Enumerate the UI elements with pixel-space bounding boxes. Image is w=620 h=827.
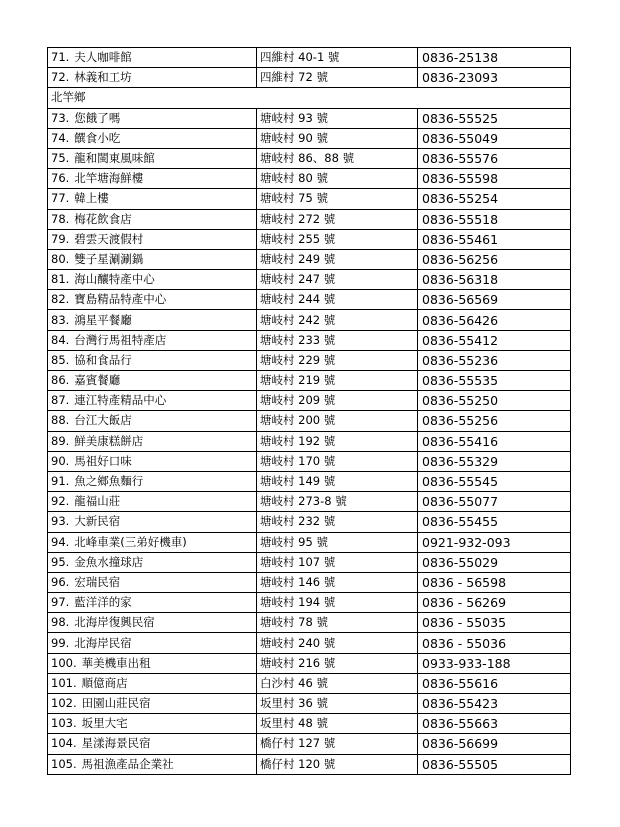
table-row [48,148,571,168]
shop-name-cell [48,471,257,491]
phone-cell: 0836-55029 [418,552,571,572]
address-cell: 塘岐村 78 號 [257,613,418,633]
table-row [48,128,571,148]
row-number: 82. [51,292,70,307]
shop-name-cell [48,714,257,734]
directory-table-body [48,48,571,775]
phone-cell: 0836-55616 [418,673,571,693]
address-cell: 塘岐村 219 號 [257,371,418,391]
row-number: 77. [51,191,70,206]
shop-name: 華美機車出租 [81,655,151,670]
table-row [48,633,571,653]
address-cell: 塘岐村 170 號 [257,451,418,471]
shop-name: 連江特產精品中心 [74,393,167,408]
row-number: 103. [51,716,77,731]
row-number: 71. [51,50,70,65]
phone-cell: 0836-55518 [418,209,571,229]
shop-name: 台江大飯店 [74,413,132,428]
row-number: 76. [51,171,70,186]
shop-name-cell [48,673,257,693]
phone-cell: 0836 - 56598 [418,572,571,592]
table-row [48,431,571,451]
address-cell: 塘岐村 249 號 [257,249,418,269]
row-number: 81. [51,272,70,287]
table-row [48,249,571,269]
address-cell: 坂里村 48 號 [257,714,418,734]
address-cell: 白沙村 46 號 [257,673,418,693]
table-row [48,451,571,471]
shop-name: 龍和閩東風味館 [74,151,155,166]
table-row [48,512,571,532]
address-cell: 塘岐村 86、88 號 [257,148,418,168]
phone-cell: 0836 - 55036 [418,633,571,653]
shop-name: 夫人咖啡館 [74,50,132,65]
row-number: 100. [51,655,77,670]
phone-cell: 0836-55461 [418,229,571,249]
shop-name: 嘉賓餐廳 [74,373,121,388]
row-number: 105. [51,756,77,771]
row-number: 101. [51,675,77,690]
shop-name-cell [48,411,257,431]
row-number: 72. [51,70,70,85]
shop-name: 順億商店 [81,675,128,690]
shop-name: 饌食小吃 [74,130,121,145]
table-row [48,68,571,88]
address-cell: 塘岐村 229 號 [257,350,418,370]
address-cell: 塘岐村 146 號 [257,572,418,592]
shop-name-cell [48,734,257,754]
shop-name-cell [48,290,257,310]
row-number: 92. [51,494,70,509]
shop-name-cell [48,391,257,411]
shop-name-cell [48,189,257,209]
table-row [48,572,571,592]
shop-name-cell [48,48,257,68]
shop-name: 金魚水撞球店 [74,554,144,569]
table-row [48,189,571,209]
shop-name: 北竿塘海鮮樓 [74,171,144,186]
phone-cell: 0836-56426 [418,310,571,330]
row-number: 88. [51,413,70,428]
section-header: 北竿鄉 [48,88,571,108]
shop-name: 龍福山莊 [74,494,121,509]
phone-cell: 0836-55412 [418,330,571,350]
row-number: 91. [51,474,70,489]
shop-name-cell [48,128,257,148]
directory-table [47,47,571,775]
address-cell: 塘岐村 255 號 [257,229,418,249]
row-number: 79. [51,231,70,246]
shop-name: 坂里大宅 [81,716,128,731]
table-row [48,492,571,512]
shop-name-cell [48,552,257,572]
shop-name-cell [48,451,257,471]
row-number: 73. [51,110,70,125]
phone-cell: 0836-55598 [418,169,571,189]
row-number: 90. [51,453,70,468]
address-cell: 坂里村 36 號 [257,694,418,714]
shop-name-cell [48,310,257,330]
shop-name: 林義和工坊 [74,70,132,85]
shop-name: 碧雲天渡假村 [74,231,144,246]
row-number: 98. [51,615,70,630]
shop-name: 梅花飲食店 [74,211,132,226]
shop-name-cell [48,431,257,451]
address-cell: 塘岐村 107 號 [257,552,418,572]
address-cell: 塘岐村 272 號 [257,209,418,229]
address-cell: 塘岐村 244 號 [257,290,418,310]
phone-cell: 0921-932-093 [418,532,571,552]
table-row [48,209,571,229]
phone-cell: 0836-56699 [418,734,571,754]
row-number: 94. [51,534,70,549]
phone-cell: 0836-55049 [418,128,571,148]
shop-name-cell [48,68,257,88]
shop-name-cell [48,249,257,269]
phone-cell: 0836-23093 [418,68,571,88]
phone-cell: 0836-25138 [418,48,571,68]
shop-name: 協和食品行 [74,352,132,367]
address-cell: 塘岐村 233 號 [257,330,418,350]
table-row [48,330,571,350]
table-row [48,391,571,411]
address-cell: 塘岐村 90 號 [257,128,418,148]
shop-name-cell [48,633,257,653]
phone-cell: 0836-55576 [418,148,571,168]
shop-name-cell [48,209,257,229]
address-cell: 塘岐村 242 號 [257,310,418,330]
shop-name-cell [48,371,257,391]
table-row [48,471,571,491]
table-row [48,552,571,572]
address-cell: 四維村 72 號 [257,68,418,88]
table-row [48,694,571,714]
shop-name-cell [48,330,257,350]
table-row [48,270,571,290]
table-row [48,734,571,754]
row-number: 97. [51,595,70,610]
shop-name: 大新民宿 [74,514,121,529]
table-row [48,673,571,693]
phone-cell: 0836-56318 [418,270,571,290]
phone-cell: 0836-56569 [418,290,571,310]
table-row [48,310,571,330]
phone-cell: 0836-55423 [418,694,571,714]
table-row [48,229,571,249]
address-cell: 塘岐村 216 號 [257,653,418,673]
table-row [48,714,571,734]
shop-name: 北峰車業(三弟好機車) [74,534,187,549]
address-cell: 塘岐村 273-8 號 [257,492,418,512]
row-number: 84. [51,332,70,347]
shop-name-cell [48,532,257,552]
address-cell: 塘岐村 194 號 [257,593,418,613]
shop-name: 鴻星平餐廳 [74,312,132,327]
address-cell: 塘岐村 232 號 [257,512,418,532]
phone-cell: 0836-55535 [418,371,571,391]
address-cell: 四維村 40-1 號 [257,48,418,68]
row-number: 93. [51,514,70,529]
row-number: 89. [51,433,70,448]
phone-cell: 0836-56256 [418,249,571,269]
address-cell: 塘岐村 200 號 [257,411,418,431]
address-cell: 塘岐村 240 號 [257,633,418,653]
shop-name: 藍洋洋的家 [74,595,132,610]
phone-cell: 0933-933-188 [418,653,571,673]
shop-name: 北海岸民宿 [74,635,132,650]
address-cell: 橋仔村 127 號 [257,734,418,754]
row-number: 78. [51,211,70,226]
shop-name: 鮮美康糕餅店 [74,433,144,448]
row-number: 86. [51,373,70,388]
shop-name: 您餓了嗎 [74,110,121,125]
shop-name: 北海岸復興民宿 [74,615,155,630]
shop-name-cell [48,572,257,592]
shop-name-cell [48,270,257,290]
shop-name-cell [48,613,257,633]
phone-cell: 0836-55254 [418,189,571,209]
phone-cell: 0836-55525 [418,108,571,128]
shop-name: 星漾海景民宿 [81,736,151,751]
shop-name-cell [48,593,257,613]
shop-name-cell [48,169,257,189]
address-cell: 塘岐村 80 號 [257,169,418,189]
shop-name-cell [48,754,257,774]
phone-cell: 0836-55416 [418,431,571,451]
table-row [48,613,571,633]
address-cell: 塘岐村 247 號 [257,270,418,290]
table-row [48,532,571,552]
table-row [48,411,571,431]
row-number: 75. [51,151,70,166]
shop-name-cell [48,653,257,673]
shop-name: 海山釀特產中心 [74,272,155,287]
address-cell: 橋仔村 120 號 [257,754,418,774]
shop-name: 宏瑞民宿 [74,574,121,589]
address-cell: 塘岐村 93 號 [257,108,418,128]
phone-cell: 0836-55250 [418,391,571,411]
shop-name: 田園山莊民宿 [81,696,151,711]
row-number: 96. [51,574,70,589]
phone-cell: 0836-55505 [418,754,571,774]
table-row [48,290,571,310]
table-row [48,371,571,391]
table-row [48,350,571,370]
row-number: 102. [51,696,77,711]
table-row [48,593,571,613]
phone-cell: 0836-55329 [418,451,571,471]
shop-name-cell [48,148,257,168]
shop-name-cell [48,694,257,714]
row-number: 85. [51,352,70,367]
phone-cell: 0836-55256 [418,411,571,431]
row-number: 80. [51,251,70,266]
shop-name: 台灣行馬祖特產店 [74,332,167,347]
address-cell: 塘岐村 75 號 [257,189,418,209]
shop-name: 雙子星涮涮鍋 [74,251,144,266]
row-number: 87. [51,393,70,408]
phone-cell: 0836 - 55035 [418,613,571,633]
table-row [48,169,571,189]
shop-name-cell [48,108,257,128]
section-header-row [48,88,571,108]
address-cell: 塘岐村 209 號 [257,391,418,411]
shop-name: 韓上樓 [74,191,109,206]
shop-name: 馬祖漁產品企業社 [81,756,174,771]
shop-name: 馬祖好口味 [74,453,132,468]
phone-cell: 0836-55455 [418,512,571,532]
phone-cell: 0836-55077 [418,492,571,512]
address-cell: 塘岐村 95 號 [257,532,418,552]
shop-name-cell [48,350,257,370]
row-number: 74. [51,130,70,145]
row-number: 104. [51,736,77,751]
phone-cell: 0836 - 56269 [418,593,571,613]
phone-cell: 0836-55663 [418,714,571,734]
row-number: 95. [51,554,70,569]
phone-cell: 0836-55236 [418,350,571,370]
shop-name: 魚之鄉魚麵行 [74,474,144,489]
shop-name-cell [48,492,257,512]
table-row [48,754,571,774]
address-cell: 塘岐村 192 號 [257,431,418,451]
address-cell: 塘岐村 149 號 [257,471,418,491]
table-row [48,108,571,128]
table-row [48,653,571,673]
row-number: 83. [51,312,70,327]
shop-name-cell [48,229,257,249]
table-row [48,48,571,68]
shop-name-cell [48,512,257,532]
shop-name: 寶島精品特產中心 [74,292,167,307]
phone-cell: 0836-55545 [418,471,571,491]
row-number: 99. [51,635,70,650]
